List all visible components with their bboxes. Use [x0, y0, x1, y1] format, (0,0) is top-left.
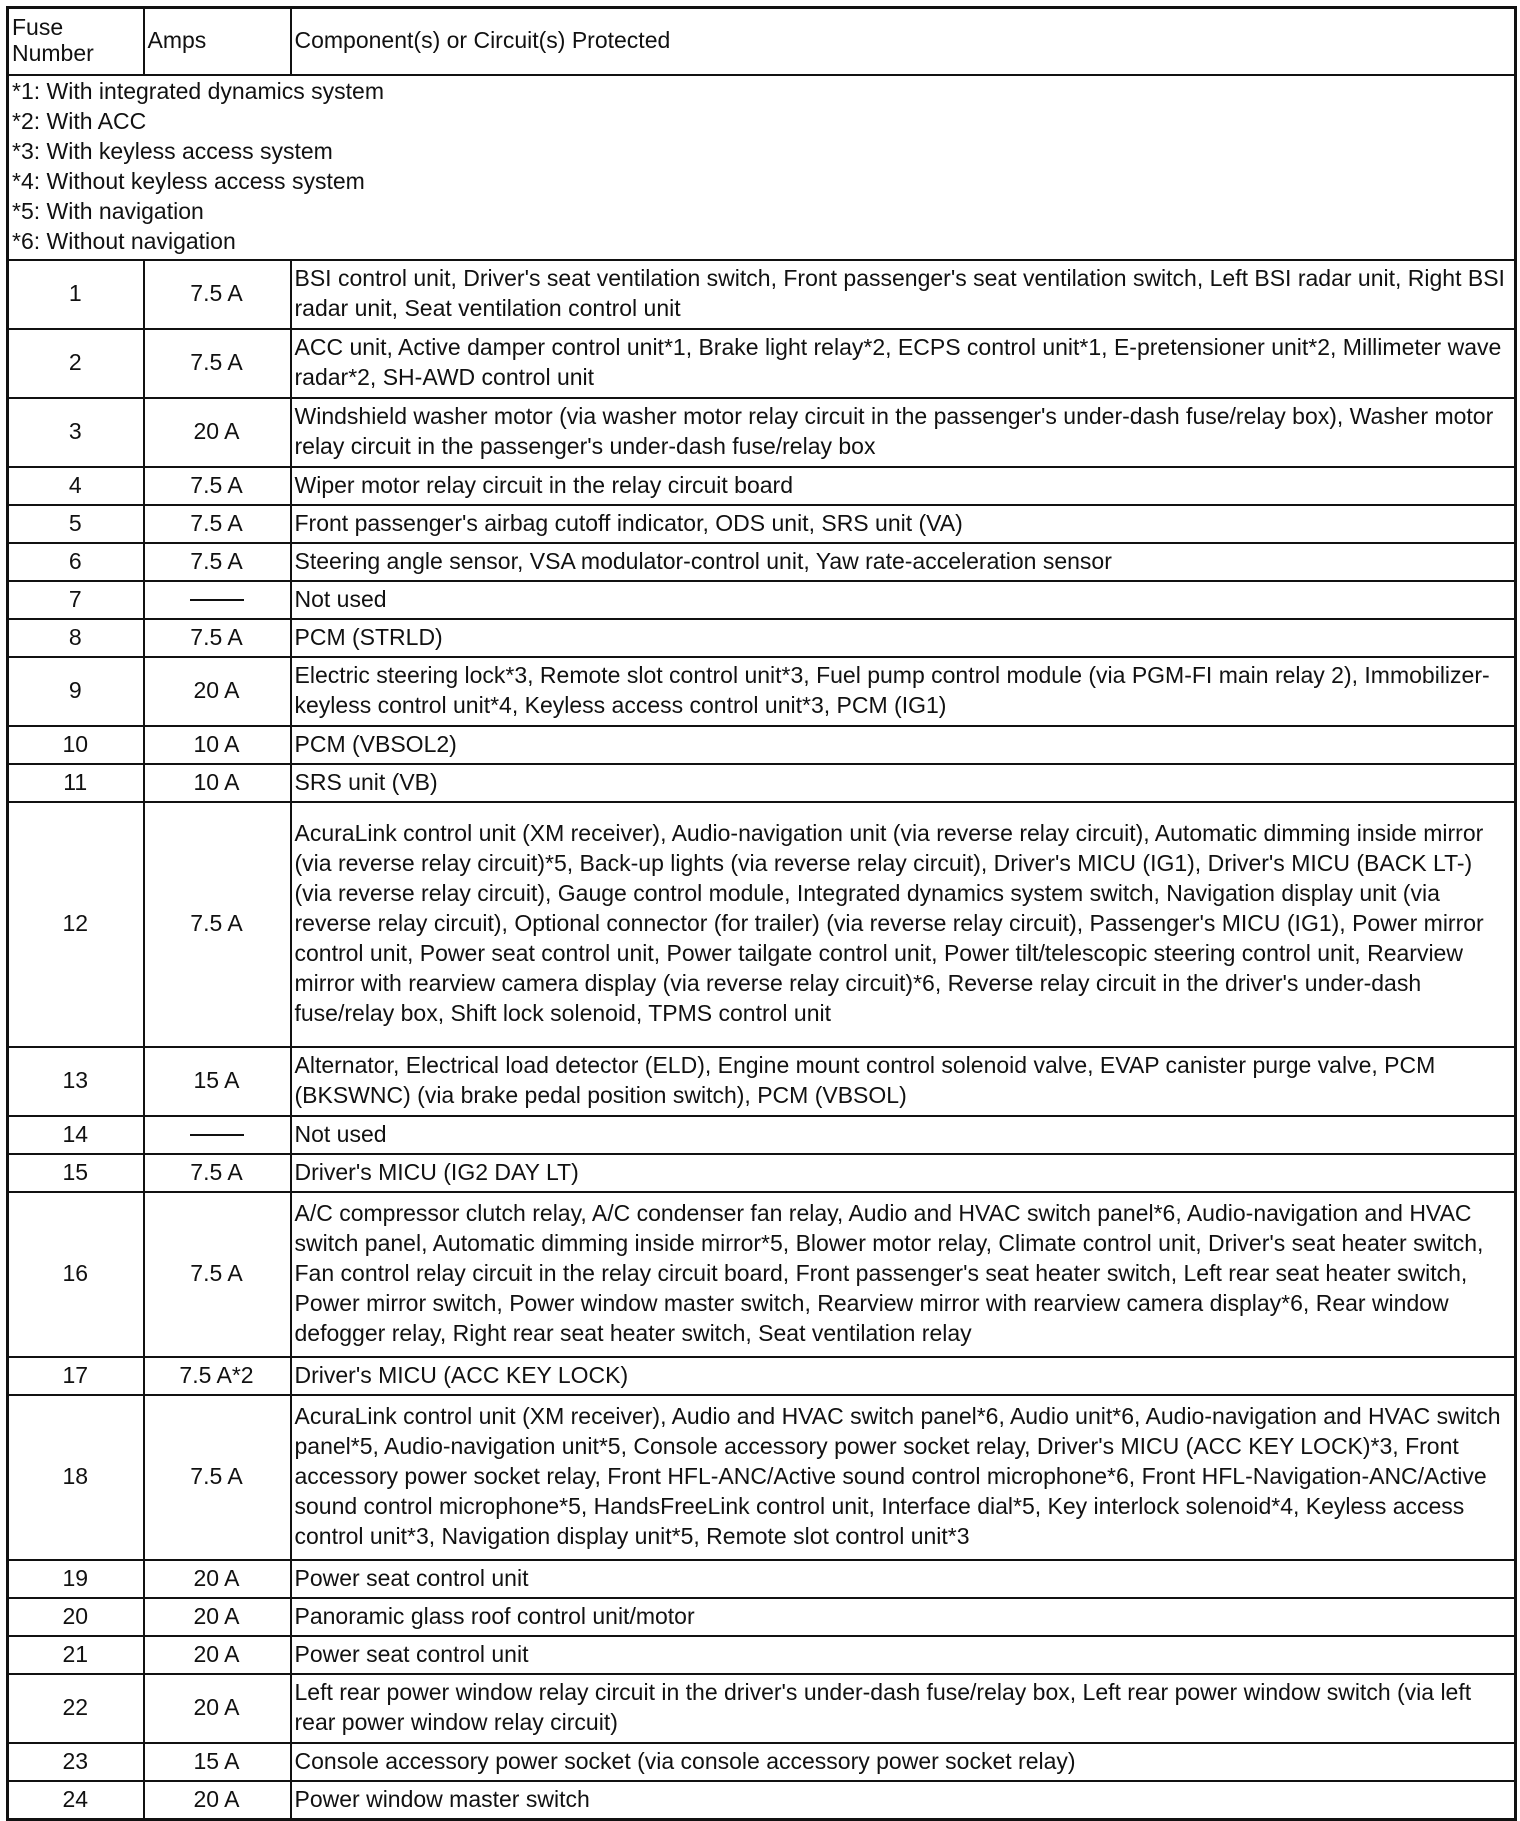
table-row	[8, 1357, 1516, 1395]
amps-cell: 7.5 A	[144, 1395, 291, 1560]
fuse-number-cell: 20	[8, 1598, 144, 1636]
components-cell: BSI control unit, Driver's seat ventilation switch, Front passenger's seat ventilation switch, Left BSI radar unit, Right BSI radar unit, Seat ventilation control unit	[291, 260, 1516, 329]
table-row	[8, 1781, 1516, 1820]
table-row	[8, 398, 1516, 467]
fuse-number-cell: 9	[8, 657, 144, 726]
amps-cell: 20 A	[144, 1560, 291, 1598]
table-row	[8, 1560, 1516, 1598]
components-cell: Front passenger's airbag cutoff indicator, ODS unit, SRS unit (VA)	[291, 505, 1516, 543]
table-row	[8, 1395, 1516, 1560]
components-cell: Power seat control unit	[291, 1560, 1516, 1598]
footnote-5: *5: With navigation	[12, 198, 204, 224]
not-applicable-dash	[190, 599, 244, 601]
table-row	[8, 1636, 1516, 1674]
fuse-number-cell: 7	[8, 581, 144, 619]
amps-cell: 20 A	[144, 1674, 291, 1743]
fuse-number-cell: 11	[8, 764, 144, 802]
fuse-number-cell: 10	[8, 726, 144, 764]
table-row	[8, 260, 1516, 329]
amps-cell: 7.5 A	[144, 543, 291, 581]
fuse-number-cell: 6	[8, 543, 144, 581]
amps-cell-empty	[144, 581, 291, 619]
footnote-1: *1: With integrated dynamics system	[12, 78, 384, 104]
components-cell: SRS unit (VB)	[291, 764, 1516, 802]
table-row	[8, 1598, 1516, 1636]
components-cell: Console accessory power socket (via console accessory power socket relay)	[291, 1743, 1516, 1781]
header-fuse-number: Fuse Number	[8, 8, 144, 76]
header-amps: Amps	[144, 8, 291, 76]
amps-cell: 10 A	[144, 764, 291, 802]
fuse-number-cell: 12	[8, 802, 144, 1047]
fuse-number-cell: 4	[8, 467, 144, 505]
components-cell: Electric steering lock*3, Remote slot control unit*3, Fuel pump control module (via PGM-FI main relay 2), Immobilizer-keyless control unit*4, Keyless access control unit*3, PCM (IG1)	[291, 657, 1516, 726]
table-row	[8, 619, 1516, 657]
fuse-number-cell: 21	[8, 1636, 144, 1674]
amps-cell: 7.5 A	[144, 467, 291, 505]
components-cell: AcuraLink control unit (XM receiver), Audio-navigation unit (via reverse relay circuit), Automatic dimming inside mirror (via reverse relay circuit)*5, Back-up lights (via reverse relay circuit), Driver's MICU (IG1), Driver's MICU (BACK LT-) (via reverse relay circuit), Gauge control module, Integrated dynamics system switch, Navigation display unit (via reverse relay circuit), Optional connector (for trailer) (via reverse relay circuit), Passenger's MICU (IG1), Power mirror control unit, Power seat control unit, Power tailgate control unit, Power tilt/telescopic steering control unit, Rearview mirror with rearview camera display (via reverse relay circuit)*6, Reverse relay circuit in the driver's under-dash fuse/relay box, Shift lock solenoid, TPMS control unit	[291, 802, 1516, 1047]
table-row	[8, 543, 1516, 581]
fuse-number-cell: 13	[8, 1047, 144, 1116]
footnote-4: *4: Without keyless access system	[12, 168, 365, 194]
table-row	[8, 1047, 1516, 1116]
fuse-number-cell: 16	[8, 1192, 144, 1357]
amps-cell: 7.5 A	[144, 1154, 291, 1192]
components-cell: ACC unit, Active damper control unit*1, Brake light relay*2, ECPS control unit*1, E-pretensioner unit*2, Millimeter wave radar*2, SH-AWD control unit	[291, 329, 1516, 398]
table-row	[8, 1154, 1516, 1192]
components-cell: Driver's MICU (ACC KEY LOCK)	[291, 1357, 1516, 1395]
components-cell: Power window master switch	[291, 1781, 1516, 1820]
components-cell: A/C compressor clutch relay, A/C condenser fan relay, Audio and HVAC switch panel*6, Audio-navigation and HVAC switch panel, Automatic dimming inside mirror*5, Blower motor relay, Climate control unit, Driver's seat heater switch, Fan control relay circuit in the relay circuit board, Front passenger's seat heater switch, Left rear seat heater switch, Power mirror switch, Power window master switch, Rearview mirror with rearview camera display*6, Rear window defogger relay, Right rear seat heater switch, Seat ventilation relay	[291, 1192, 1516, 1357]
amps-cell: 15 A	[144, 1743, 291, 1781]
table-row	[8, 764, 1516, 802]
components-cell: Not used	[291, 1116, 1516, 1154]
fuse-number-cell: 22	[8, 1674, 144, 1743]
fuse-number-cell: 2	[8, 329, 144, 398]
components-cell: PCM (VBSOL2)	[291, 726, 1516, 764]
amps-cell: 20 A	[144, 1598, 291, 1636]
fuse-number-cell: 14	[8, 1116, 144, 1154]
table-row	[8, 1116, 1516, 1154]
components-cell: PCM (STRLD)	[291, 619, 1516, 657]
header-row	[8, 8, 1516, 76]
components-cell: Steering angle sensor, VSA modulator-control unit, Yaw rate-acceleration sensor	[291, 543, 1516, 581]
table-row	[8, 657, 1516, 726]
amps-cell: 7.5 A	[144, 619, 291, 657]
amps-cell: 7.5 A	[144, 1192, 291, 1357]
table-row	[8, 1674, 1516, 1743]
components-cell: Alternator, Electrical load detector (ELD), Engine mount control solenoid valve, EVAP canister purge valve, PCM (BKSWNC) (via brake pedal position switch), PCM (VBSOL)	[291, 1047, 1516, 1116]
fuse-number-cell: 18	[8, 1395, 144, 1560]
footnote-6: *6: Without navigation	[12, 228, 236, 254]
fuse-number-cell: 23	[8, 1743, 144, 1781]
table-row	[8, 329, 1516, 398]
fuse-number-cell: 5	[8, 505, 144, 543]
footnotes-cell	[8, 75, 1516, 260]
amps-cell: 7.5 A*2	[144, 1357, 291, 1395]
not-applicable-dash	[190, 1134, 244, 1136]
amps-cell: 20 A	[144, 1636, 291, 1674]
amps-cell: 7.5 A	[144, 329, 291, 398]
components-cell: AcuraLink control unit (XM receiver), Audio and HVAC switch panel*6, Audio unit*6, Audio-navigation and HVAC switch panel*5, Audio-navigation unit*5, Console accessory power socket relay, Driver's MICU (ACC KEY LOCK)*3, Front accessory power socket relay, Front HFL-ANC/Active sound control microphone*6, Front HFL-Navigation-ANC/Active sound control microphone*5, HandsFreeLink control unit, Interface dial*5, Key interlock solenoid*4, Keyless access control unit*3, Navigation display unit*5, Remote slot control unit*3	[291, 1395, 1516, 1560]
fuse-number-cell: 1	[8, 260, 144, 329]
components-cell: Not used	[291, 581, 1516, 619]
table-row	[8, 1192, 1516, 1357]
amps-cell: 20 A	[144, 1781, 291, 1820]
amps-cell-empty	[144, 1116, 291, 1154]
table-row	[8, 505, 1516, 543]
footnotes-row	[8, 75, 1516, 260]
amps-cell: 20 A	[144, 398, 291, 467]
amps-cell: 7.5 A	[144, 505, 291, 543]
components-cell: Wiper motor relay circuit in the relay circuit board	[291, 467, 1516, 505]
table-body	[8, 75, 1516, 1820]
table-row	[8, 802, 1516, 1047]
components-cell: Driver's MICU (IG2 DAY LT)	[291, 1154, 1516, 1192]
fuse-number-cell: 15	[8, 1154, 144, 1192]
amps-cell: 10 A	[144, 726, 291, 764]
amps-cell: 7.5 A	[144, 802, 291, 1047]
amps-cell: 7.5 A	[144, 260, 291, 329]
header-components: Component(s) or Circuit(s) Protected	[291, 8, 1516, 76]
table-row	[8, 1743, 1516, 1781]
table-row	[8, 467, 1516, 505]
amps-cell: 20 A	[144, 657, 291, 726]
fuse-number-cell: 3	[8, 398, 144, 467]
fuse-number-cell: 19	[8, 1560, 144, 1598]
components-cell: Left rear power window relay circuit in the driver's under-dash fuse/relay box, Left rear power window switch (via left rear power window relay circuit)	[291, 1674, 1516, 1743]
fuse-table	[6, 6, 1517, 1821]
footnote-2: *2: With ACC	[12, 108, 147, 134]
fuse-number-cell: 17	[8, 1357, 144, 1395]
fuse-number-cell: 8	[8, 619, 144, 657]
table-row	[8, 581, 1516, 619]
table-row	[8, 726, 1516, 764]
fuse-number-cell: 24	[8, 1781, 144, 1820]
components-cell: Power seat control unit	[291, 1636, 1516, 1674]
components-cell: Panoramic glass roof control unit/motor	[291, 1598, 1516, 1636]
components-cell: Windshield washer motor (via washer motor relay circuit in the passenger's under-dash fuse/relay box), Washer motor relay circuit in the passenger's under-dash fuse/relay box	[291, 398, 1516, 467]
amps-cell: 15 A	[144, 1047, 291, 1116]
footnote-3: *3: With keyless access system	[12, 138, 333, 164]
